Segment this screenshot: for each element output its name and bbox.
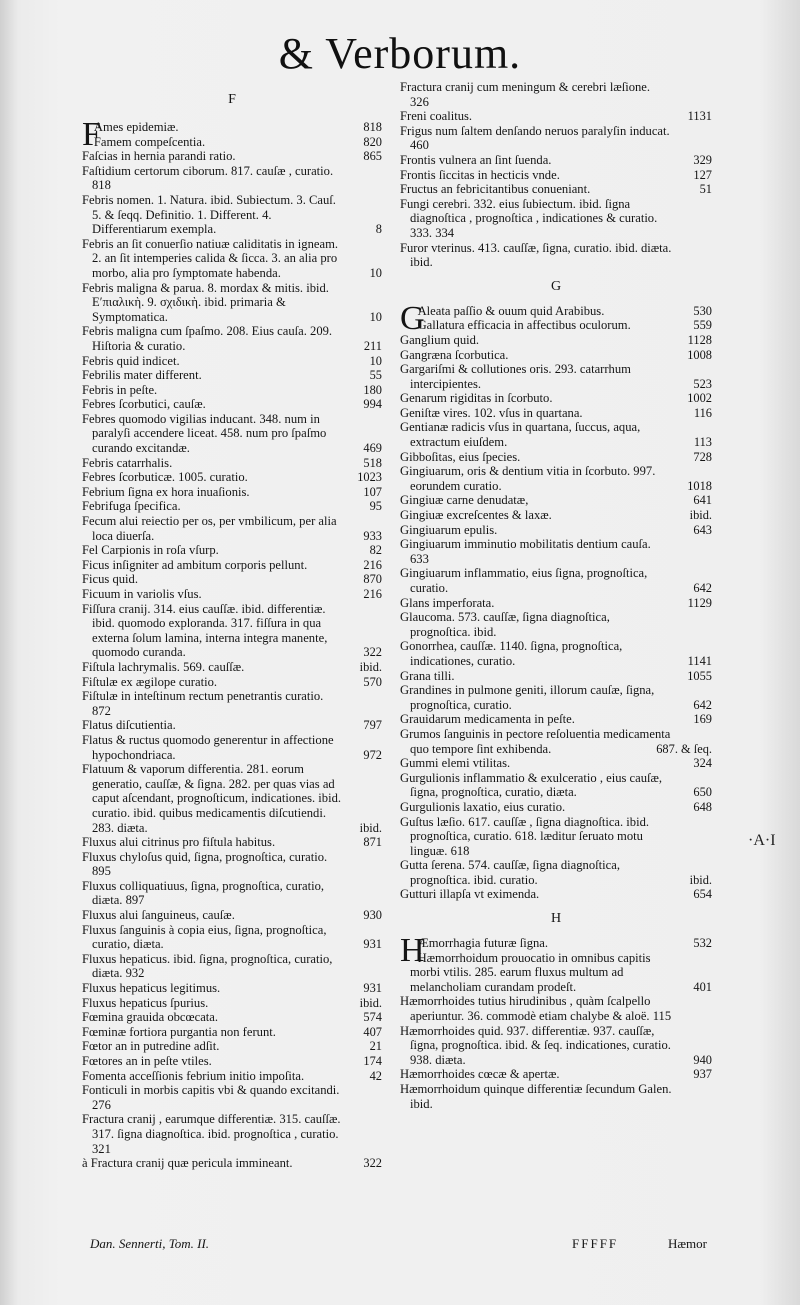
entry-page-number: 1131 [687,109,712,124]
index-entry [400,639,712,668]
index-entry [82,572,382,587]
entry-text: Fœmina grauida obcœcata. [82,1010,219,1025]
entry-text: Hæmorrhoides tutius hirudinibus , quàm ſcalpello aperiuntur. 36. commodè etiam chalybe & aloë. 115 [400,994,672,1024]
entry-page-number: 55 [369,368,382,383]
index-entry [82,470,382,485]
index-entry [82,1039,382,1054]
entry-text: Febrilis mater different. [82,368,202,383]
entry-page-number: ibid. [689,508,712,523]
entry-text: Hæmorrhoides cœcæ & apertæ. [400,1067,560,1082]
entry-text: Gummi elemi vtilitas. [400,756,511,771]
entry-text: Febris nomen. 1. Natura. ibid. Subiectum. 3. Cauſ. 5. & ſeqq. Definitio. 1. Different. 4. Differentiarum exempla. [82,192,336,237]
entry-page-number: 933 [363,528,382,543]
entry-page-number: 51 [699,182,712,197]
index-entry [82,1010,382,1025]
entry-text: Fonticuli in morbis capitis vbi & quando excitandi. 276 [82,1083,340,1112]
index-entry [400,406,712,421]
entry-text: Febres quomodo vigilias inducant. 348. num in paralyſi accendere liceat. 458. num pro ſpaſmo curando excitandæ. [82,411,327,456]
entry-page-number: 871 [363,835,382,850]
entry-text: Gurgulionis inflammatio & exulceratio , eius cauſæ, ſigna, prognoſtica, curatio, diæta. [400,770,663,800]
entry-text: Febris maligna cum ſpaſmo. 208. Eius cauſa. 209. Hiſtoria & curatio. [82,324,333,353]
index-entry [82,324,382,353]
entry-text: Glaucoma. 573. cauſſæ, ſigna diagnoſtica, prognoſtica. ibid. [400,610,610,639]
entry-page-number: 940 [693,1052,712,1067]
index-entry [82,1069,382,1084]
index-entry [82,762,382,835]
entry-text: Frigus num ſaltem denſando neruos paralyſin inducat. 460 [400,123,670,153]
entry-text: Gutturi illapſa vt eximenda. [400,887,540,902]
entry-text: Gingiuæ excreſcentes & laxæ. [400,508,552,523]
entry-page-number: 1023 [357,470,382,485]
entry-page-number: 642 [693,697,712,712]
index-entry [82,1156,382,1171]
entry-page-number: 648 [693,799,712,814]
index-entry [82,149,382,164]
index-entry [82,1054,382,1069]
entry-text: Febris quid indicet. [82,353,180,368]
drop-capital: G [400,299,425,337]
entry-page-number: 930 [363,908,382,923]
entry-text: Fecum alui reiectio per os, per vmbilicum, per alia loca diuerſa. [82,514,337,543]
entry-text: Frontis ſiccitas in hecticis vnde. [400,167,560,182]
index-entry [82,135,382,150]
index-entry [400,168,712,183]
index-entry [400,391,712,406]
entry-page-number: 687. & ſeq. [656,741,712,756]
entry-page-number: 107 [363,484,382,499]
entry-text: Fructus an febricitantibus conueniant. [400,182,591,197]
footer-signature: FFFFF [572,1236,619,1251]
index-entry [82,1112,382,1156]
entry-page-number: 174 [363,1054,382,1068]
entry-text: Flatus & ructus quomodo generentur in affectione hypochondriaca. [82,732,334,762]
index-entry [400,756,712,771]
index-entry [400,109,712,124]
entry-page-number: 643 [693,522,712,537]
entry-text: Fiſtulæ in inteſtinum rectum penetrantis curatio. 872 [82,689,324,718]
index-entry [82,499,382,514]
index-entry [400,124,712,153]
entry-text: à Fractura cranij quæ pericula immineant. [82,1156,293,1171]
index-entry [82,689,382,718]
entry-page-number: 127 [693,167,712,182]
entry-text: Gingiuarum imminutio mobilitatis dentium cauſa. 633 [400,537,651,566]
index-entry [400,932,712,970]
index-entry [400,815,712,859]
entry-page-number: 523 [693,376,712,391]
entry-page-number: 322 [363,1156,382,1171]
entry-text: Fractura cranij cum meningum & cerebri læſione. 326 [400,80,651,109]
entry-page-number: 8 [375,222,382,237]
entry-page-number: 994 [363,397,382,412]
entry-page-number: 1128 [687,332,712,347]
entry-page-number: ibid. [689,872,712,887]
entry-text: Fluxus hepaticus legitimus. [82,981,221,996]
entry-text: Gallatura efficacia in affectibus oculorum. [417,318,631,333]
entry-text: Fœtores an in peſte vtiles. [82,1054,212,1068]
entry-page-number: 641 [693,493,712,508]
entry-text: Fluxus chyloſus quid, ſigna, prognoſtica, curatio. 895 [82,849,328,879]
entry-page-number: 10 [369,309,382,324]
entry-page-number: 216 [363,587,382,601]
left-entries [82,116,382,1171]
index-entry [400,858,712,887]
entry-text: Freni coalitus. [400,109,473,124]
index-entry [400,596,712,611]
index-entry [400,537,712,566]
index-entry [400,348,712,363]
entry-text: Grandines in pulmone geniti, illorum cauſæ, ſigna, prognoſtica, curatio. [400,683,655,712]
entry-page-number: ibid. [359,820,382,835]
entry-text: Faſcias in hernia parandi ratio. [82,149,236,164]
entry-text: Fiſtulæ ex ægilope curatio. [82,674,218,689]
entry-text: Febres ſcorbutici, cauſæ. [82,397,206,412]
index-entry [82,587,382,602]
entry-text: Flatus diſcutientia. [82,718,176,733]
index-entry [82,164,382,193]
entry-page-number: ibid. [359,995,382,1010]
entry-text: Fœminæ fortiora purgantia non ferunt. [82,1024,276,1039]
entry-text: Gingiuarum, oris & dentium vitia in ſcorbuto. 997. eorundem curatio. [400,464,656,493]
index-entry [82,675,382,690]
entry-page-number: ibid. [359,659,382,674]
entry-text: Geniſtæ vires. 102. vſus in quartana. [400,405,583,420]
entry-page-number: 42 [369,1068,382,1083]
entry-text: Fœtor an in putredine adſit. [82,1039,220,1054]
index-entry [82,456,382,471]
entry-page-number: 650 [693,785,712,800]
entry-text: Famem compeſcentia. [93,134,206,149]
index-entry [82,879,382,908]
index-entry [400,493,712,508]
entry-page-number: 818 [363,120,382,134]
entry-text: Glans imperforata. [400,595,495,610]
entry-text: Febrium ſigna ex hora inuaſionis. [82,484,250,499]
entry-page-number: 574 [363,1010,382,1025]
entry-text: Grumos ſanguinis in pectore reſoluentia medicamenta quo tempore ſint exhibenda. [400,726,671,756]
entry-text: Aleata paſſio & ouum quid Arabibus. [417,303,605,318]
entry-page-number: 407 [363,1024,382,1039]
index-entry [82,908,382,923]
entry-text: Gurgulionis laxatio, eius curatio. [400,799,566,814]
entry-text: Gentianæ radicis vſus in quartana, ſuccus, aqua, extractum eiuſdem. [400,420,641,450]
index-entry [82,193,382,237]
entry-text: Fluxus ſanguinis à copia eius, ſigna, prognoſtica, curatio, diæta. [82,922,327,952]
index-entry [400,241,712,270]
entry-page-number: 1141 [687,653,712,668]
entry-page-number: 642 [693,581,712,595]
entry-text: Guſtus læſio. 617. cauſſæ , ſigna diagnoſtica. ibid. prognoſtica, curatio. 618. læditur ſeruato motu linguæ. 618 [400,814,650,858]
index-entry [400,669,712,684]
entry-text: Frontis vulnera an ſint ſuenda. [400,152,552,167]
index-entry [400,727,712,756]
entry-page-number: 401 [693,979,712,994]
index-entry [82,850,382,879]
index-entry [400,523,712,538]
index-entry [400,182,712,197]
entry-text: Fluxus alui ſanguineus, cauſæ. [82,908,235,923]
entry-page-number: 1055 [687,668,712,683]
index-entry [82,368,382,383]
index-entry [82,981,382,996]
entry-text: Febrifuga ſpecifica. [82,499,181,514]
entry-page-number: 322 [363,645,382,660]
entry-page-number: 1129 [687,595,712,610]
index-entry [82,543,382,558]
entry-page-number: 931 [363,937,382,952]
entry-text: Ficus inſigniter ad ambitum corporis pellunt. [82,557,308,572]
index-entry [400,1024,712,1068]
index-entry [400,566,712,595]
entry-page-number: 931 [363,981,382,996]
index-entry [82,412,382,456]
entry-page-number: 180 [363,382,382,397]
entry-page-number: 10 [369,353,382,368]
entry-text: Faſtidium certorum ciborum. 817. cauſæ , curatio. 818 [82,163,334,193]
index-entry [400,800,712,815]
entry-page-number: 469 [363,441,382,456]
entry-text: Febres ſcorbuticæ. 1005. curatio. [82,470,248,485]
entry-text: Febris catarrhalis. [82,455,173,470]
entry-page-number: 518 [363,455,382,470]
section-heading-f: F [228,92,236,107]
page-header-title: & Verborum. [278,29,522,78]
entry-page-number: 21 [369,1039,382,1054]
index-entry [82,1083,382,1112]
entry-text: Fiſſura cranij. 314. eius cauſſæ. ibid. differentiæ. ibid. quomodo exploranda. 317. fiſſura in qua externa ſolum lamina, interna integra manente, quomodo curanda. [82,601,328,660]
entry-page-number: 95 [369,499,382,514]
entry-page-number: 116 [693,405,712,420]
entry-text: Gingiuarum inflammatio, eius ſigna, prognoſtica, curatio. [400,566,648,595]
index-entry [82,952,382,981]
entry-text: Gingiuarum epulis. [400,522,498,537]
entry-page-number: 82 [369,543,382,558]
entry-page-number: 329 [693,152,712,167]
entry-page-number: 570 [363,674,382,689]
index-entry [400,951,712,995]
entry-text: Gonorrhea, cauſſæ. 1140. ſigna, prognoſtica, indicationes, curatio. [400,639,623,668]
section-heading-g: G [550,278,562,294]
index-entry [400,318,712,333]
entry-text: Fungi cerebri. 332. eius ſubiectum. ibid. ſigna diagnoſtica , prognoſtica , indicationes & curatio. 333. 334 [400,196,658,240]
entry-page-number: 654 [693,887,712,902]
index-entry [400,712,712,727]
entry-page-number: 10 [369,265,382,280]
index-entry [400,994,712,1023]
index-entry [400,197,712,241]
entry-text: Fel Carpionis in roſa vſurp. [82,543,219,558]
entry-page-number: 728 [693,449,712,464]
left-column [82,80,382,1171]
entry-page-number: 937 [693,1067,712,1082]
index-entry [400,1082,712,1111]
entry-text: Hæmorrhoidum quinque differentiæ ſecundum Galen. ibid. [400,1082,672,1111]
index-entry [82,835,382,850]
index-entry [82,383,382,398]
entry-text: Flatuum & vaporum differentia. 281. eorum generatio, cauſſæ, & ſigna. 282. per quas vias ad caput aſcendant, prognoſticum, indicationes. ibid. curatio. ibid. quibus medicamentis diſcutiendi. 283. diæta. [82,762,342,835]
entry-text: Gibboſitas, eius ſpecies. [400,449,521,464]
entry-text: Gingiuæ carne denudatæ, [400,493,529,508]
entry-page-number: 169 [693,712,712,727]
entry-page-number: 1008 [687,347,712,362]
index-entry [82,281,382,325]
index-entry [82,485,382,500]
index-entry [400,362,712,391]
entry-text: Febris an ſit conuerſio natiuæ caliditatis in igneam. 2. an ſit intemperies calida & ſicca. 3. an alia pro morbo, alia pro ſymptomate habenda. [82,236,339,280]
entry-page-number: 324 [693,756,712,771]
right-entries-f [400,80,712,270]
index-entry [400,610,712,639]
entry-page-number: 870 [363,572,382,587]
entry-page-number: 865 [363,149,382,164]
index-entry [400,683,712,712]
footer-catchword: Hæmor [668,1236,707,1251]
index-entry [82,602,382,660]
entry-page-number: 820 [363,134,382,149]
index-entry [400,1067,712,1082]
entry-page-number: 972 [363,747,382,762]
entry-text: Grana tilli. [400,668,455,683]
entry-page-number: 1002 [687,391,712,406]
index-entry [82,237,382,281]
entry-text: Fractura cranij , earumque differentiæ. 315. cauſſæ. 317. ſigna diagnoſtica. ibid. prognoſtica , curatio. 321 [82,1112,341,1156]
entry-page-number: 530 [693,303,712,318]
entry-text: Grauidarum medicamenta in peſte. [400,712,575,727]
entry-text: Hæmorrhoides quid. 937. differentiæ. 937. cauſſæ, ſigna, prognoſtica. ibid. & ſeq. indicationes, curatio. 938. diæta. [400,1023,671,1067]
index-entry [82,558,382,573]
entry-page-number: 113 [693,435,712,450]
entry-text: Fiſtula lachrymalis. 569. cauſſæ. [82,659,245,674]
index-entry [400,508,712,523]
index-entry [82,660,382,675]
entry-text: Fluxus colliquatiuus, ſigna, prognoſtica, curatio, diæta. 897 [82,878,325,908]
index-entry [400,80,712,109]
entry-page-number: 1018 [687,478,712,493]
index-entry [400,420,712,449]
entry-text: Furor vterinus. 413. cauſſæ, ſigna, curatio. ibid. diæta. ibid. [400,240,672,270]
index-entry [82,397,382,412]
entry-text: Fluxus alui citrinus pro fiſtula habitus. [82,835,276,850]
entry-text: Febris maligna & parua. 8. mordax & mitis. ibid. Eʹπιαλικὴ. 9. σχιδικὴ. ibid. primaria & Symptomatica. [82,280,329,324]
index-entry [82,354,382,369]
index-entry [400,153,712,168]
entry-page-number: 532 [693,936,712,951]
entry-text: Gargariſmi & collutiones oris. 293. catarrhum intercipientes. [400,362,631,391]
index-entry [82,923,382,952]
entry-text: Ames epidemiæ. [93,120,179,134]
index-entry [82,733,382,762]
right-column [400,80,712,1111]
drop-capital: F [82,116,101,153]
index-entry [82,1025,382,1040]
index-entry [400,887,712,902]
entry-text: Æmorrhagia futuræ ſigna. [417,936,549,951]
entry-text: Ganglium quid. [400,332,480,347]
entry-text: Fluxus hepaticus ſpurius. [82,995,209,1010]
index-entry [400,771,712,800]
right-entries-g [400,299,712,902]
index-entry [82,996,382,1011]
entry-page-number: 559 [693,318,712,333]
entry-text: Fluxus hepaticus. ibid. ſigna, prognoſtica, curatio, diæta. 932 [82,951,333,981]
entry-text: Ficus quid. [82,572,138,587]
entry-text: Fomenta acceſſionis febrium initio impoſita. [82,1068,305,1083]
index-entry [400,333,712,348]
footer-author: Dan. Sennerti, Tom. II. [90,1236,210,1251]
entry-text: Gutta ſerena. 574. cauſſæ, ſigna diagnoſtica, prognoſtica. ibid. curatio. [400,858,620,887]
drop-capital: H [400,932,425,970]
entry-text: Genarum rigiditas in ſcorbuto. [400,391,553,406]
entry-text: Ficuum in variolis vſus. [82,587,202,601]
entry-page-number: 797 [363,718,382,733]
entry-text: Gangræna ſcorbutica. [400,347,509,362]
margin-annotation: ·A·I [748,832,776,849]
index-entry [82,718,382,733]
index-entry [400,464,712,493]
entry-page-number: 216 [363,557,382,572]
index-entry [82,514,382,543]
index-entry [400,450,712,465]
section-heading-h: H [550,911,562,927]
right-entries-h [400,932,712,1111]
entry-text: Febris in peſte. [82,382,158,397]
entry-text: Hæmorrhoidum prouocatio in omnibus capitis morbi vtilis. 285. earum fluxus multum ad melancholiam curandam prodeſt. [410,950,651,994]
entry-page-number: 211 [363,338,382,353]
